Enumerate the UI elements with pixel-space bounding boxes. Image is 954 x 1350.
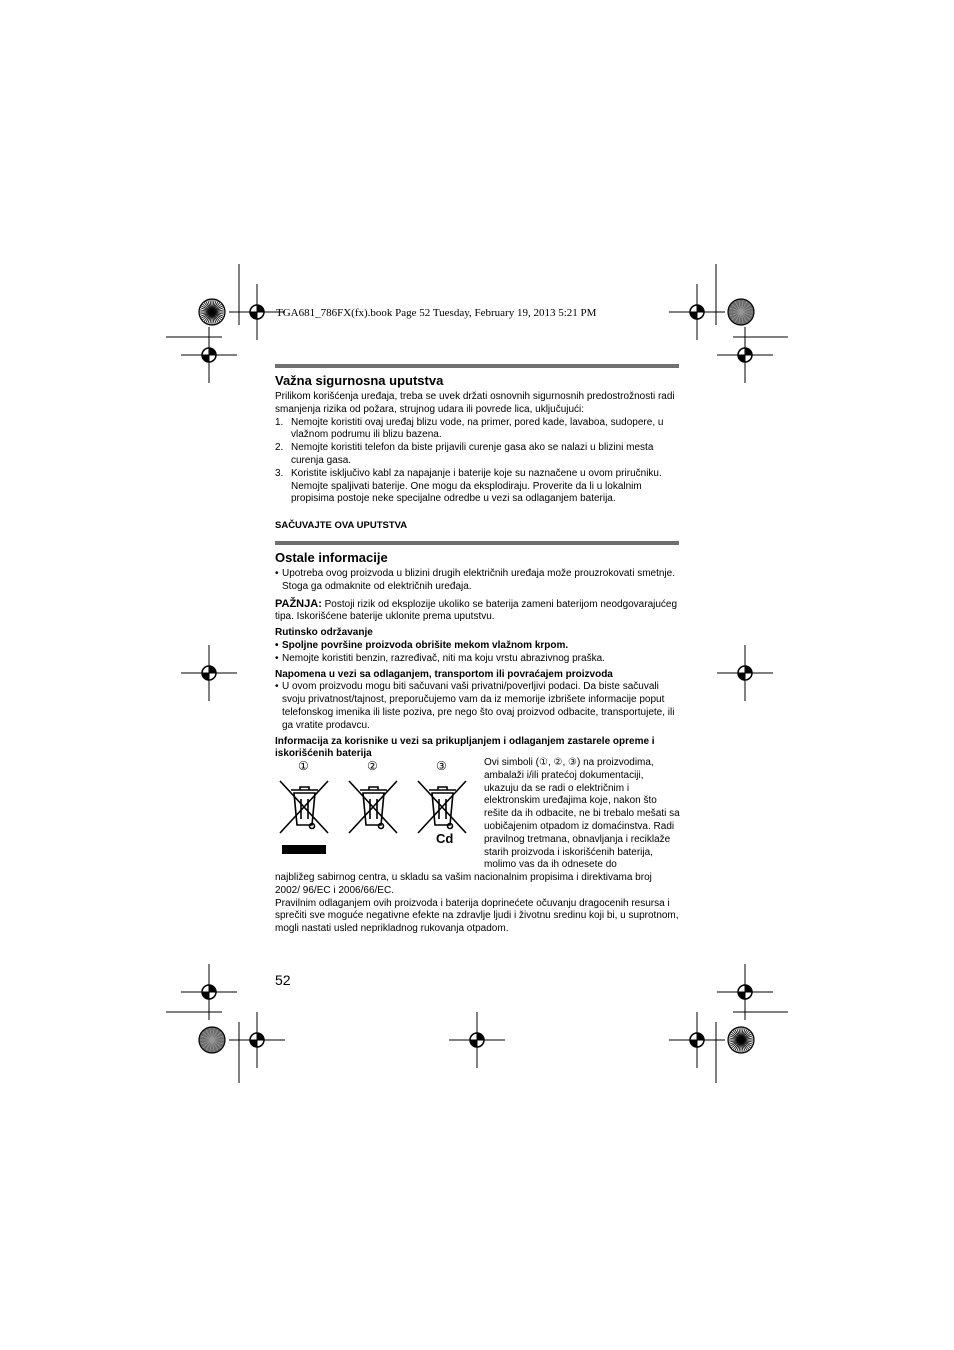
- safety-list: [275, 417, 679, 507]
- list-item: • Upotreba ovog proizvoda u blizini drugih električnih uređaja može prouzrokovati smetnje. Stoga ga odmaknite od električnih uređaja.: [275, 567, 675, 592]
- grey-target-icon: [728, 299, 754, 325]
- symbols-description: Ovi simboli (①, ②, ③) na proizvodima, ambalaži i/ili pratećoj dokumentaciji, ukazuju da se radi o električnim i elektronskim uređajima koje, nakon što rešite da ih odbacite, ne bi trebalo mešati sa uobičajenim otpadom iz domaćinstva. Radi pravilnog tretmana, obnavljanja i reciklaže starih proizvoda i iskorišćenih baterija, molimo vas da ih odnesete do: [484, 757, 680, 871]
- save-instructions: SAČUVAJTE OVA UPUTSTVA: [275, 520, 408, 532]
- disposal-paragraph-2: Pravilnim odlaganjem ovih proizvoda i baterija doprinećete očuvanju dragocenih resursa i sprečiti sve moguće negativne efekte na zdravlje ljudi i životnu sredinu koji bi, u suprotnom, mogli nastati usled neprikladnog rukovanja otpadom.: [275, 897, 679, 935]
- caution-paragraph: PAŽNJA: Postoji rizik od eksplozije ukoliko se baterija zameni baterijom neodgovarajućeg tipa. Iskorišćene baterije uklonite prema uputstvu.: [275, 597, 678, 623]
- starburst-target-icon: [199, 299, 225, 325]
- crossed-bin-icon: [278, 779, 330, 835]
- disposal-paragraph-1: najbližeg sabirnog centra, u skladu sa vašim nacionalnim propisima i direktivama broj 2002/ 96/EC i 2006/66/EC.: [275, 872, 652, 896]
- section-rule: [275, 541, 679, 545]
- privacy-title: Napomena u vezi sa odlaganjem, transportom ili povraćajem proizvoda: [275, 668, 613, 680]
- print-header: TGA681_786FX(fx).book Page 52 Tuesday, February 19, 2013 5:21 PM: [276, 307, 597, 319]
- cd-label: Cd: [436, 831, 454, 846]
- content-column: [275, 364, 679, 761]
- list-item: 3. Koristite isključivo kabl za napajanje i baterije koje su naznačene u ovom priručniku. Nemojte spaljivati baterije. One mogu da eksplodiraju. Proverite da li u lokalnim propisima postoje neke specijalne odredbe u vezi sa odlaganjem baterija.: [275, 467, 662, 505]
- crossed-bin-icon: [347, 779, 399, 835]
- list-item: • Nemojte koristiti benzin, razređivač, niti ma koju vrstu abrazivnog praška.: [275, 652, 605, 664]
- list-item: • U ovom proizvodu mogu biti sačuvani vaši privatni/poverljivi podaci. Da biste sačuvali svoju privatnost/tajnost, preporučujemo vam da iz memorije izbrišete informacije poput telefonskog imenika ili liste poziva, pre nego što ovaj proizvod odbacite, transportujete, ili ga vratite prodavcu.: [275, 681, 675, 731]
- list-item: 1. Nemojte koristiti ovaj uređaj blizu vode, na primer, pored kade, lavaboa, sudopere, u vlažnom podrumu ili blizu bazena.: [275, 416, 664, 441]
- starburst-target-icon: [728, 1027, 754, 1053]
- page-number: 52: [275, 972, 291, 988]
- list-item: 2. Nemojte koristiti telefon da biste prijavili curenje gasa ako se nalazi u blizini mesta curenja gasa.: [275, 442, 654, 466]
- section-title-safety: Važna sigurnosna uputstva: [275, 373, 444, 388]
- product-marking-bar: [282, 845, 326, 854]
- symbol-number-2: ②: [367, 759, 378, 773]
- section-title-other: Ostale informacije: [275, 549, 388, 565]
- disposal-continued: [275, 872, 679, 936]
- maintenance-title: Rutinsko održavanje: [275, 627, 373, 639]
- symbol-number-1: ①: [298, 759, 309, 773]
- caution-label: PAŽNJA:: [275, 597, 322, 610]
- section-rule: [275, 364, 679, 368]
- crossed-bin-icon: [416, 779, 468, 835]
- grey-target-icon: [199, 1027, 225, 1053]
- list-item: • Spoljne površine proizvoda obrišite mekom vlažnom krpom.: [275, 639, 569, 651]
- disposal-title: Informacija za korisnike u vezi sa prikupljanjem i odlaganjem zastarele opreme i iskorišćenih baterija: [275, 735, 655, 760]
- disposal-symbols: [275, 759, 475, 859]
- safety-intro: Prilikom korišćenja uređaja, treba se uvek držati osnovnih sigurnosnih predostrožnosti radi smanjenja rizika od požara, strujnog udara ili povrede lica, uključujući:: [275, 391, 675, 415]
- symbol-number-3: ③: [436, 759, 447, 773]
